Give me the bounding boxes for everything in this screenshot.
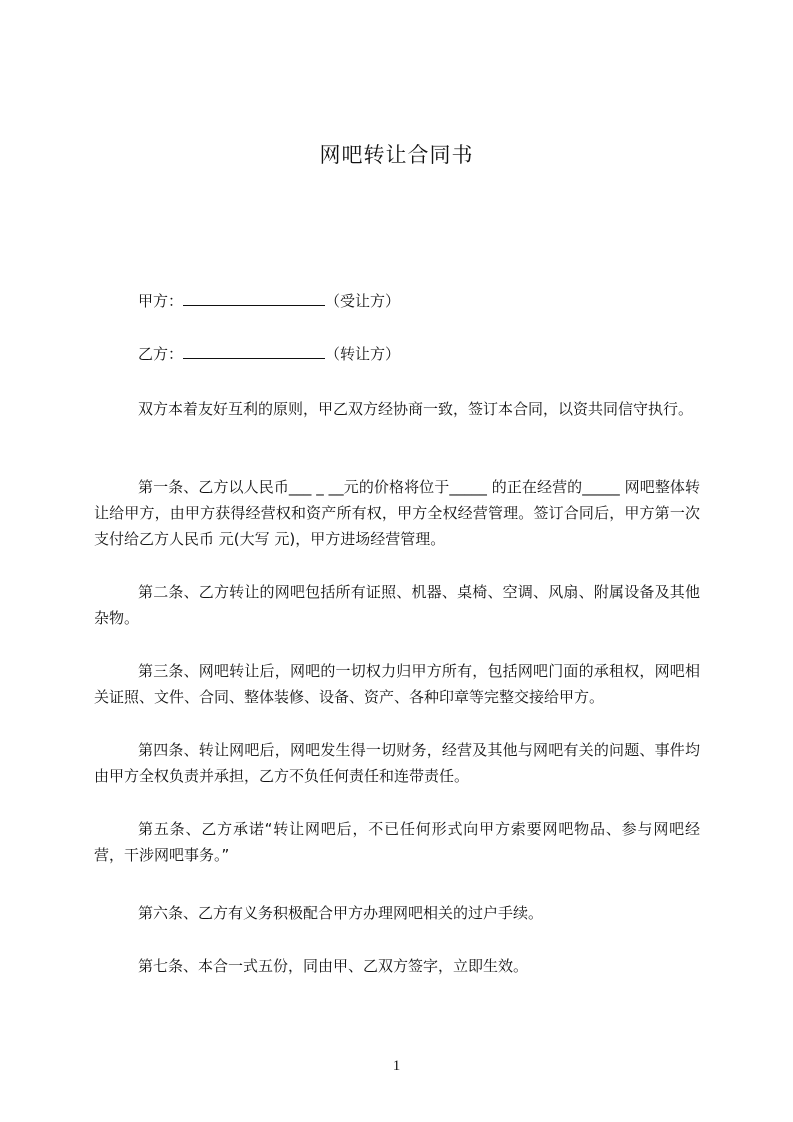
article-4-paragraph: 第四条、转让网吧后，网吧发生得一切财务，经营及其他与网吧有关的问题、事件均由甲方全权负责并承担，乙方不负任何责任和连带责任。 xyxy=(94,741,700,785)
preamble-paragraph: 双方本着友好互利的原则，甲乙双方经协商一致，签订本合同，以资共同信守执行。 xyxy=(138,400,694,418)
article-7-paragraph: 第七条、本合一式五份，同由甲、乙双方签字，立即生效。 xyxy=(138,957,529,975)
article-2-paragraph: 第二条、乙方转让的网吧包括所有证照、机器、桌椅、空调、风扇、附属设备及其他杂物。 xyxy=(94,583,700,627)
party-a-blank xyxy=(183,290,325,306)
party-b-blank xyxy=(183,343,325,359)
article-5-paragraph: 第五条、乙方承诺“转让网吧后，不已任何形式向甲方索要网吧物品、参与网吧经营，干涉网吧事务。” xyxy=(94,820,700,864)
party-a-line xyxy=(138,290,400,312)
document-title: 网吧转让合同书 xyxy=(319,143,474,167)
party-b-label: 乙方： xyxy=(138,345,184,363)
article-1-paragraph: 第一条、乙方以人民币___ _ __元的价格将位于_____ 的正在经营的_____ 网吧整体转让给甲方，由甲方获得经营权和资产所有权，甲方全权经营管理。签订合同后，甲方第一次支付给乙方人民币 元(大写 元)，甲方进场经营管理。 xyxy=(94,478,700,548)
article-3-paragraph: 第三条、网吧转让后，网吧的一切权力归甲方所有，包括网吧门面的承租权，网吧相关证照、文件、合同、整体装修、设备、资产、各种印章等完整交接给甲方。 xyxy=(94,662,700,706)
article-6-paragraph: 第六条、乙方有义务积极配合甲方办理网吧相关的过户手续。 xyxy=(138,904,544,922)
party-a-label: 甲方： xyxy=(138,292,184,310)
party-a-role: （受让方） xyxy=(325,292,401,310)
party-b-line xyxy=(138,343,400,365)
page-number: 1 xyxy=(392,1058,401,1074)
party-b-role: （转让方） xyxy=(325,345,401,363)
